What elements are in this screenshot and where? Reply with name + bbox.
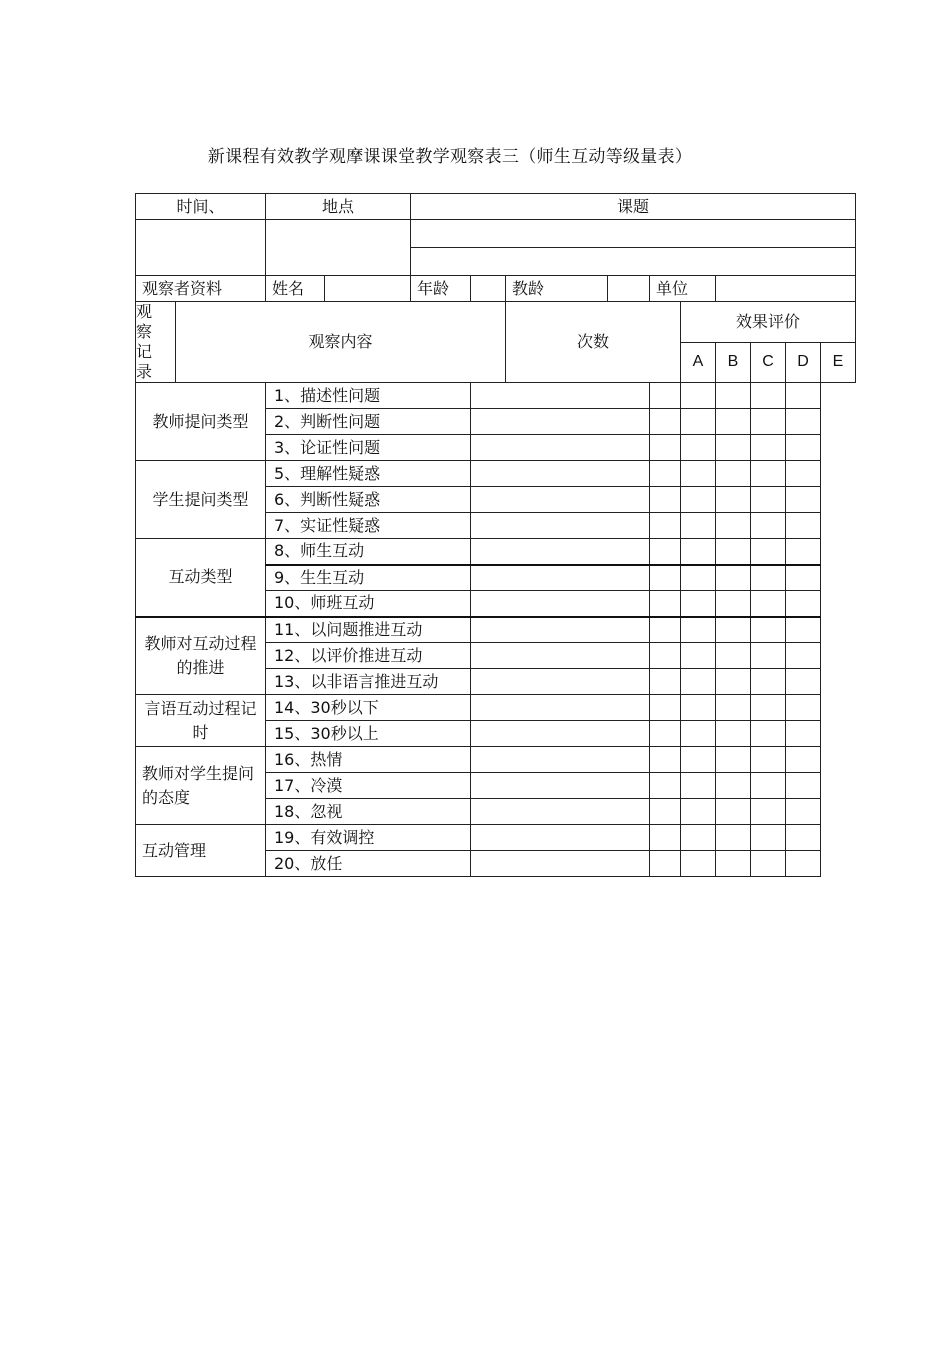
grade-cell[interactable]	[650, 461, 681, 487]
group-label: 教师提问类型	[136, 383, 266, 461]
grade-cell[interactable]	[786, 513, 821, 539]
grade-cell[interactable]	[681, 721, 716, 747]
grade-cell[interactable]	[681, 565, 716, 591]
name-field[interactable]	[325, 276, 411, 302]
grade-cell[interactable]	[786, 773, 821, 799]
grade-cell[interactable]	[786, 799, 821, 825]
grade-header: B	[716, 342, 751, 383]
observer-info-label: 观察者资料	[136, 276, 266, 302]
record-char: 察	[136, 322, 153, 341]
grade-cell[interactable]	[716, 721, 751, 747]
grade-cell[interactable]	[650, 773, 681, 799]
observation-item: 9、生生互动	[266, 565, 471, 591]
group-label: 教师对学生提问的态度	[136, 747, 266, 825]
grade-cell[interactable]	[786, 643, 821, 669]
age-field[interactable]	[471, 276, 506, 302]
grade-cell[interactable]	[716, 487, 751, 513]
grade-cell[interactable]	[650, 539, 681, 565]
grade-cell[interactable]	[751, 695, 786, 721]
grade-cell[interactable]	[751, 825, 786, 851]
count-field[interactable]	[471, 851, 650, 877]
record-char: 录	[136, 362, 153, 381]
grade-cell[interactable]	[681, 799, 716, 825]
grade-cell[interactable]	[650, 643, 681, 669]
grade-cell[interactable]	[650, 565, 681, 591]
name-label: 姓名	[266, 276, 325, 302]
grade-cell[interactable]	[716, 747, 751, 773]
observation-item: 20、放任	[266, 851, 471, 877]
grade-cell[interactable]	[681, 617, 716, 643]
count-field[interactable]	[471, 435, 650, 461]
grade-cell[interactable]	[786, 383, 821, 409]
grade-cell[interactable]	[681, 383, 716, 409]
observation-item: 5、理解性疑惑	[266, 461, 471, 487]
observation-item: 19、有效调控	[266, 825, 471, 851]
grade-cell[interactable]	[751, 591, 786, 617]
grade-cell[interactable]	[751, 643, 786, 669]
table-row	[136, 747, 856, 773]
grade-header: A	[681, 342, 716, 383]
count-field[interactable]	[471, 721, 650, 747]
observation-item: 3、论证性问题	[266, 435, 471, 461]
grade-cell[interactable]	[716, 435, 751, 461]
count-field[interactable]	[471, 773, 650, 799]
observation-item: 18、忽视	[266, 799, 471, 825]
page-title: 新课程有效教学观摩课课堂教学观察表三（师生互动等级量表）	[207, 147, 693, 167]
time-field[interactable]	[136, 220, 266, 276]
table-row	[136, 461, 856, 487]
age-label: 年龄	[411, 276, 471, 302]
grade-cell[interactable]	[716, 383, 751, 409]
count-field[interactable]	[471, 409, 650, 435]
grade-cell[interactable]	[681, 435, 716, 461]
observation-item: 2、判断性问题	[266, 409, 471, 435]
grade-cell[interactable]	[716, 851, 751, 877]
grade-cell[interactable]	[716, 591, 751, 617]
grade-cell[interactable]	[751, 513, 786, 539]
observation-item: 12、以评价推进互动	[266, 643, 471, 669]
grade-cell[interactable]	[786, 851, 821, 877]
grade-cell[interactable]	[681, 513, 716, 539]
grade-cell[interactable]	[716, 669, 751, 695]
grade-cell[interactable]	[650, 851, 681, 877]
grade-cell[interactable]	[751, 487, 786, 513]
table-row	[136, 617, 856, 643]
count-field[interactable]	[471, 461, 650, 487]
grade-cell[interactable]	[650, 747, 681, 773]
grade-cell[interactable]	[786, 617, 821, 643]
grade-cell[interactable]	[751, 539, 786, 565]
group-label: 言语互动过程记时	[136, 695, 266, 747]
count-field[interactable]	[471, 617, 650, 643]
observation-item: 13、以非语言推进互动	[266, 669, 471, 695]
effect-header: 效果评价	[681, 302, 856, 343]
grade-cell[interactable]	[650, 513, 681, 539]
grade-cell[interactable]	[650, 487, 681, 513]
grade-cell[interactable]	[716, 695, 751, 721]
group-label: 互动管理	[136, 825, 266, 877]
grade-cell[interactable]	[786, 695, 821, 721]
time-label: 时间、	[136, 194, 266, 220]
table-row	[136, 695, 856, 721]
place-field[interactable]	[266, 220, 411, 276]
unit-label: 单位	[650, 276, 716, 302]
grade-cell[interactable]	[786, 539, 821, 565]
grade-cell[interactable]	[786, 669, 821, 695]
content-header: 观察内容	[176, 302, 506, 383]
observation-item: 11、以问题推进互动	[266, 617, 471, 643]
observation-item: 7、实证性疑惑	[266, 513, 471, 539]
observation-item: 8、师生互动	[266, 539, 471, 565]
unit-field[interactable]	[716, 276, 856, 302]
grade-cell[interactable]	[681, 825, 716, 851]
count-header: 次数	[506, 302, 681, 383]
grade-cell[interactable]	[650, 383, 681, 409]
grade-cell[interactable]	[681, 539, 716, 565]
grade-cell[interactable]	[786, 409, 821, 435]
grade-header: C	[751, 342, 786, 383]
grade-cell[interactable]	[650, 409, 681, 435]
topic-field-line-1[interactable]	[411, 220, 856, 248]
group-label: 教师对互动过程的推进	[136, 617, 266, 695]
count-field[interactable]	[471, 565, 650, 591]
grade-cell[interactable]	[650, 669, 681, 695]
grade-cell[interactable]	[681, 409, 716, 435]
count-field[interactable]	[471, 695, 650, 721]
observation-form-table	[135, 193, 856, 877]
grade-cell[interactable]	[716, 409, 751, 435]
grade-cell[interactable]	[751, 565, 786, 591]
table-row	[136, 383, 856, 409]
grade-cell[interactable]	[716, 461, 751, 487]
grade-cell[interactable]	[650, 799, 681, 825]
count-field[interactable]	[471, 591, 650, 617]
grade-cell[interactable]	[751, 851, 786, 877]
grade-cell[interactable]	[786, 591, 821, 617]
grade-cell[interactable]	[716, 643, 751, 669]
grade-cell[interactable]	[751, 773, 786, 799]
grade-cell[interactable]	[716, 825, 751, 851]
topic-label: 课题	[411, 194, 856, 220]
grade-cell[interactable]	[716, 617, 751, 643]
grade-cell[interactable]	[650, 591, 681, 617]
grade-cell[interactable]	[786, 487, 821, 513]
count-field[interactable]	[471, 669, 650, 695]
grade-cell[interactable]	[786, 825, 821, 851]
count-field[interactable]	[471, 513, 650, 539]
table-row	[136, 825, 856, 851]
count-field[interactable]	[471, 643, 650, 669]
grade-cell[interactable]	[716, 799, 751, 825]
grade-cell[interactable]	[786, 461, 821, 487]
grade-cell[interactable]	[681, 461, 716, 487]
table-row	[136, 539, 856, 565]
count-field[interactable]	[471, 799, 650, 825]
grade-cell[interactable]	[681, 591, 716, 617]
grade-cell[interactable]	[786, 435, 821, 461]
grade-header: D	[786, 342, 821, 383]
grade-cell[interactable]	[681, 643, 716, 669]
observation-record-label	[136, 302, 176, 383]
grade-cell[interactable]	[681, 851, 716, 877]
topic-field-line-2[interactable]	[411, 248, 856, 276]
grade-cell[interactable]	[751, 721, 786, 747]
grade-cell[interactable]	[716, 513, 751, 539]
grade-header: E	[821, 342, 856, 383]
grade-cell[interactable]	[650, 435, 681, 461]
observation-item: 10、师班互动	[266, 591, 471, 617]
grade-cell[interactable]	[681, 747, 716, 773]
grade-cell[interactable]	[751, 669, 786, 695]
grade-cell[interactable]	[650, 721, 681, 747]
place-label: 地点	[266, 194, 411, 220]
grade-cell[interactable]	[751, 799, 786, 825]
observation-item: 16、热情	[266, 747, 471, 773]
grade-cell[interactable]	[650, 695, 681, 721]
grade-cell[interactable]	[681, 669, 716, 695]
count-field[interactable]	[471, 383, 650, 409]
grade-cell[interactable]	[650, 617, 681, 643]
grade-cell[interactable]	[751, 617, 786, 643]
grade-cell[interactable]	[751, 461, 786, 487]
record-char: 记	[136, 342, 153, 361]
grade-cell[interactable]	[751, 747, 786, 773]
grade-cell[interactable]	[786, 747, 821, 773]
group-label: 学生提问类型	[136, 461, 266, 539]
grade-cell[interactable]	[751, 435, 786, 461]
teaching-age-label: 教龄	[506, 276, 608, 302]
count-field[interactable]	[471, 825, 650, 851]
teaching-age-field[interactable]	[608, 276, 650, 302]
grade-cell[interactable]	[681, 487, 716, 513]
count-field[interactable]	[471, 539, 650, 565]
observation-item: 6、判断性疑惑	[266, 487, 471, 513]
grade-cell[interactable]	[786, 565, 821, 591]
count-field[interactable]	[471, 747, 650, 773]
grade-cell[interactable]	[716, 773, 751, 799]
observation-item: 1、描述性问题	[266, 383, 471, 409]
count-field[interactable]	[471, 487, 650, 513]
record-char: 观	[136, 302, 153, 321]
observation-item: 14、30秒以下	[266, 695, 471, 721]
group-label: 互动类型	[136, 539, 266, 617]
grade-cell[interactable]	[716, 565, 751, 591]
grade-cell[interactable]	[650, 825, 681, 851]
observation-item: 17、冷漠	[266, 773, 471, 799]
grade-cell[interactable]	[681, 773, 716, 799]
grade-cell[interactable]	[751, 409, 786, 435]
observation-item: 15、30秒以上	[266, 721, 471, 747]
grade-cell[interactable]	[681, 695, 716, 721]
grade-cell[interactable]	[751, 383, 786, 409]
grade-cell[interactable]	[716, 539, 751, 565]
grade-cell[interactable]	[786, 721, 821, 747]
